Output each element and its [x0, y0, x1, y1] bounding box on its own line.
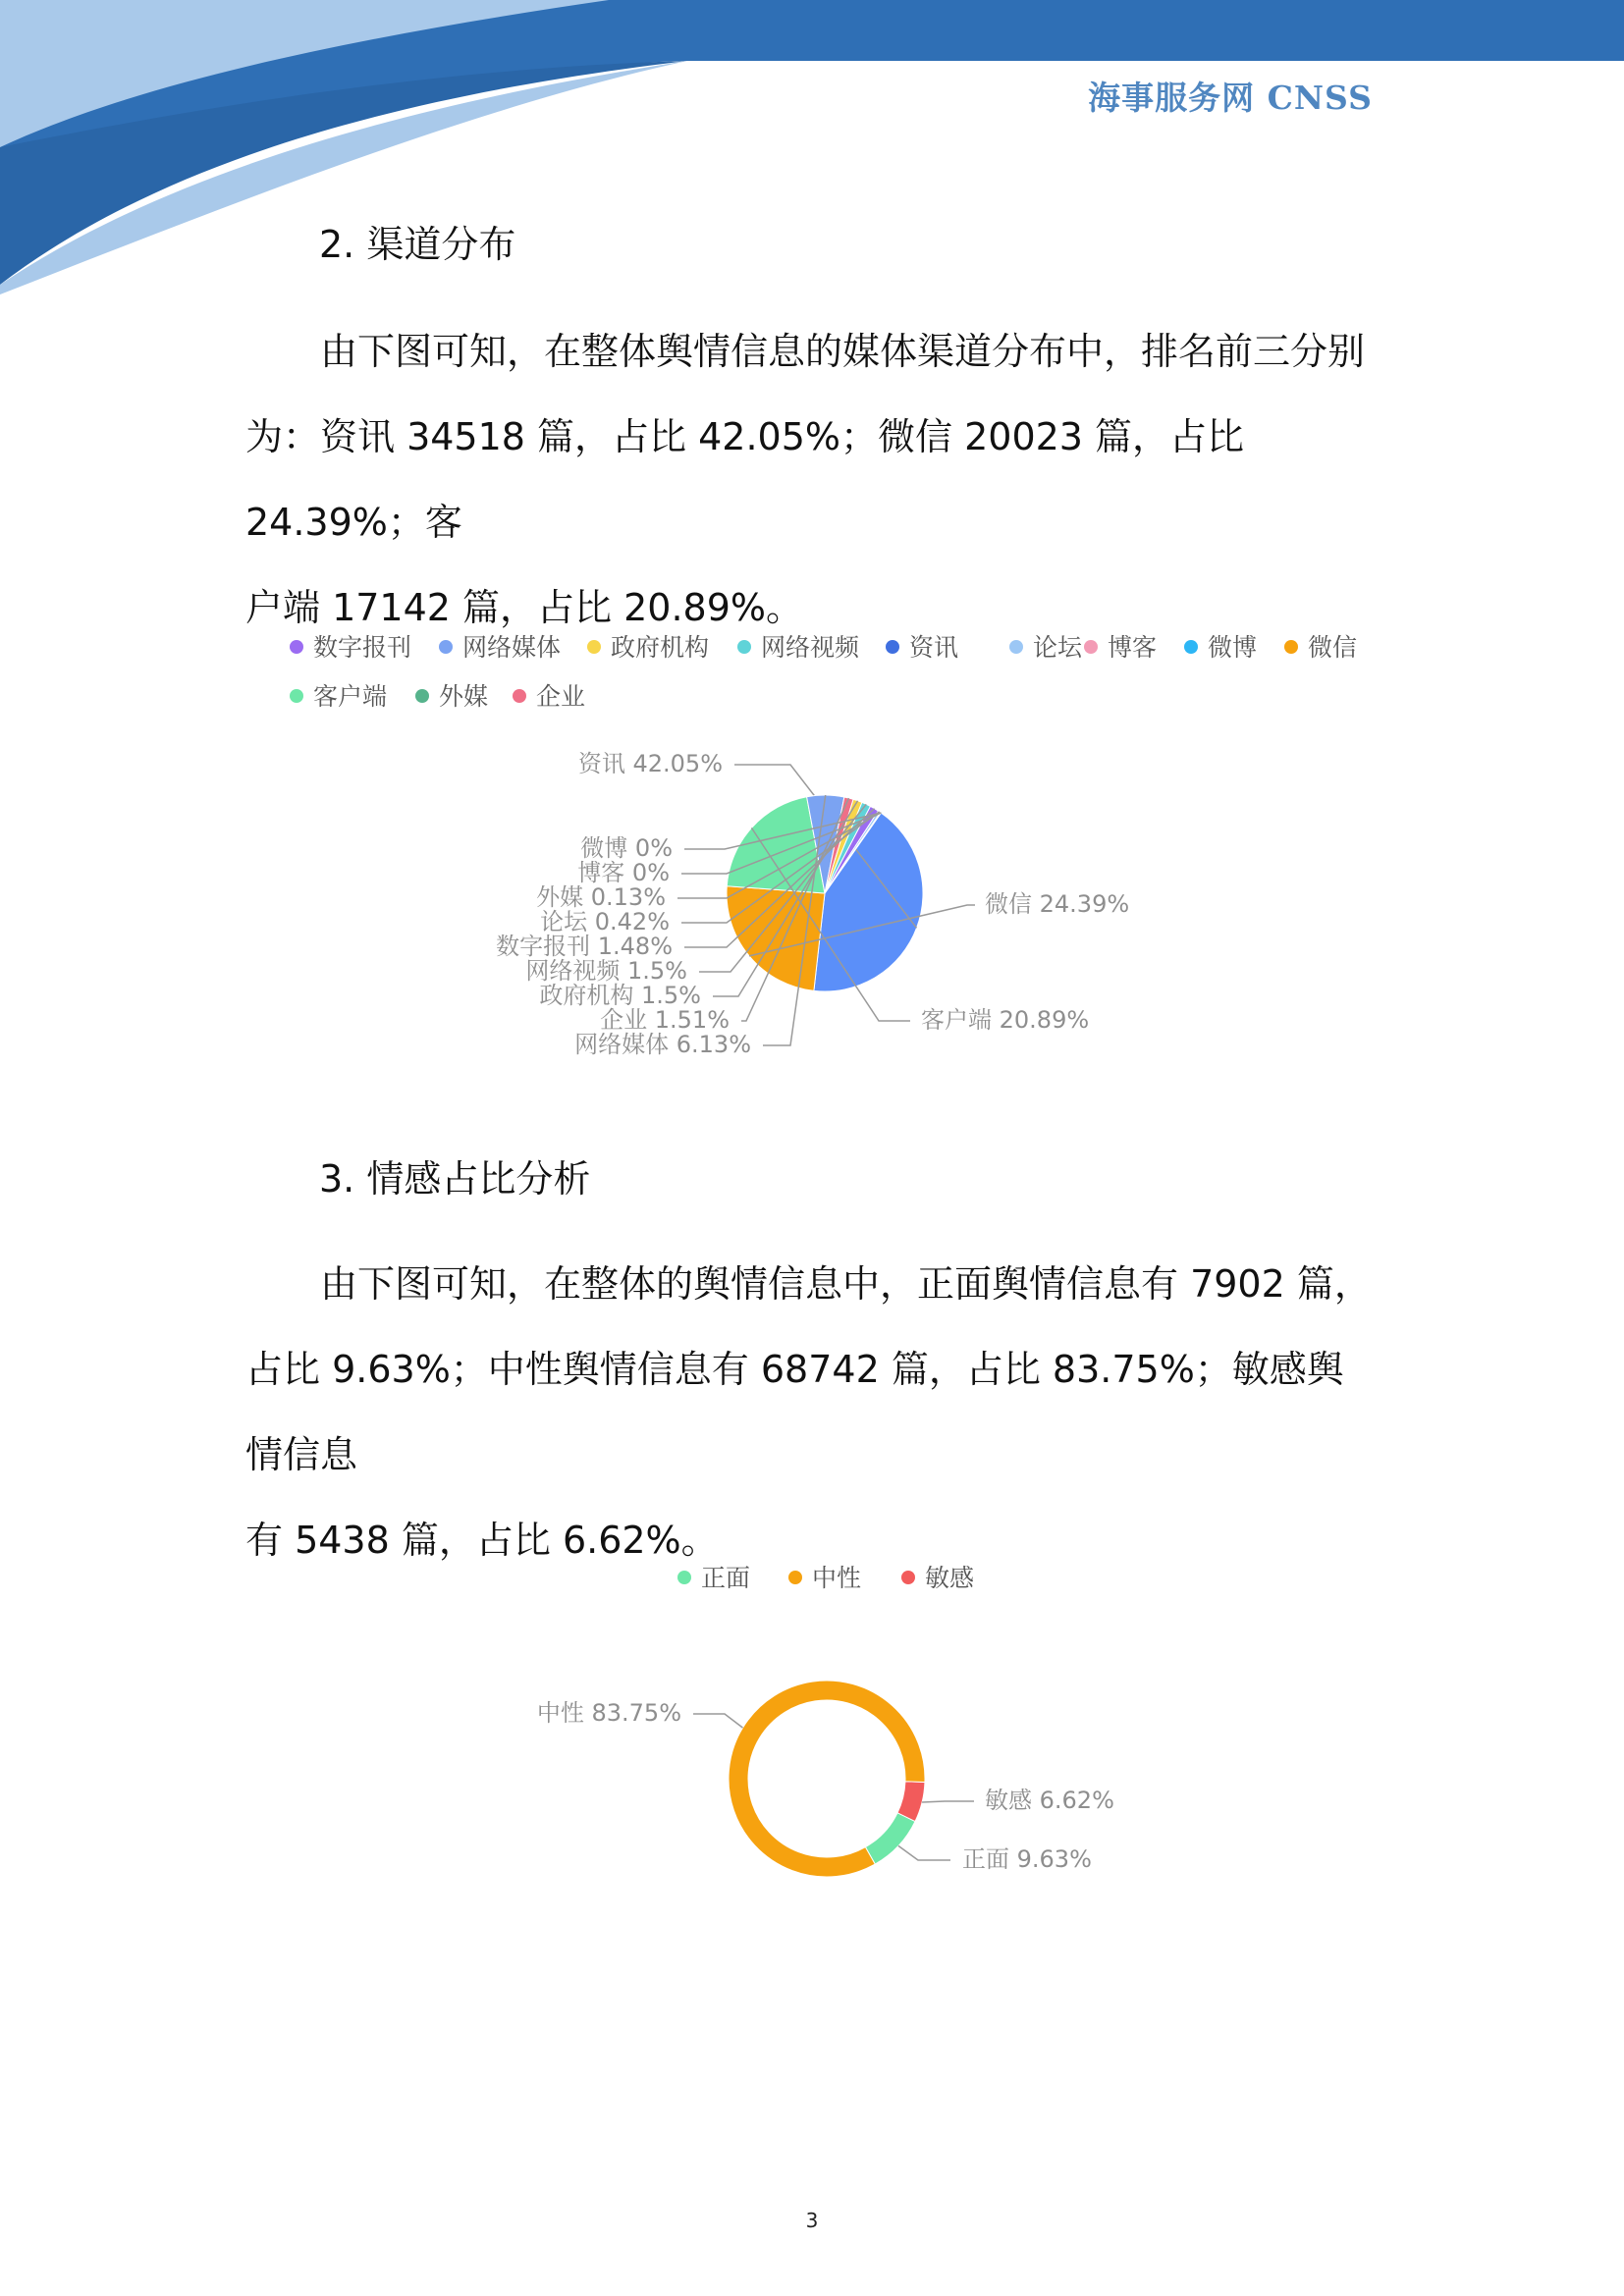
- header-wave-decoration: [0, 0, 1624, 304]
- legend-item[interactable]: [886, 628, 958, 664]
- section-title-sentiment: 3. 情感占比分析: [319, 1157, 591, 1201]
- legend-dot-icon: [290, 640, 303, 654]
- legend-label: 中性: [812, 1564, 862, 1592]
- slice-label: 微信 24.39%: [985, 890, 1130, 918]
- legend-label: 网络媒体: [462, 633, 562, 662]
- legend-label: 正面: [701, 1564, 751, 1592]
- legend-dot-icon: [415, 689, 429, 703]
- legend-dot-icon: [1284, 640, 1298, 654]
- paragraph-channel: [245, 309, 1380, 651]
- slice-label: 博客 0%: [577, 859, 670, 886]
- slice-label: 外媒 0.13%: [536, 883, 666, 911]
- sentiment-donut-chart: [0, 1639, 1624, 1953]
- slice-label: 资讯 42.05%: [577, 750, 723, 777]
- legend-dot-icon: [439, 640, 453, 654]
- paragraph-sentiment: [245, 1242, 1380, 1583]
- legend-label: 资讯: [909, 633, 959, 662]
- legend-item[interactable]: [901, 1559, 974, 1594]
- legend-dot-icon: [1009, 640, 1023, 654]
- legend-dot-icon: [677, 1571, 691, 1584]
- legend-dot-icon: [886, 640, 899, 654]
- legend-label: 网络视频: [761, 633, 860, 662]
- legend-item[interactable]: [1084, 628, 1157, 664]
- leader-line: [693, 1714, 743, 1728]
- legend-item[interactable]: [677, 1559, 750, 1594]
- slice-label: 数字报刊 1.48%: [496, 933, 673, 960]
- legend-label: 敏感: [925, 1564, 975, 1592]
- paragraph-line: 有 5438 篇，占比 6.62%。: [245, 1519, 719, 1562]
- legend-item[interactable]: [415, 677, 488, 713]
- donut-slice[interactable]: [865, 1813, 915, 1864]
- paragraph-line: 由下图可知，在整体舆情信息的媒体渠道分布中，排名前三分别: [320, 330, 1366, 373]
- legend-label: 论坛: [1033, 633, 1083, 662]
- legend-dot-icon: [788, 1571, 802, 1584]
- page-number: 3: [805, 2209, 819, 2232]
- slice-label: 网络视频 1.5%: [525, 957, 687, 985]
- legend-dot-icon: [1184, 640, 1198, 654]
- legend-label: 微信: [1308, 633, 1358, 662]
- slice-label: 客户端 20.89%: [921, 1006, 1090, 1034]
- legend-item[interactable]: [1009, 628, 1082, 664]
- slice-label: 微博 0%: [580, 834, 673, 862]
- legend-label: 客户端: [313, 682, 388, 711]
- paragraph-line: 户端 17142 篇，占比 20.89%。: [245, 586, 804, 629]
- legend-item[interactable]: [737, 628, 859, 664]
- legend-label: 企业: [536, 682, 586, 711]
- slice-label: 敏感 6.62%: [985, 1787, 1114, 1814]
- legend-label: 外媒: [439, 682, 489, 711]
- legend-dot-icon: [901, 1571, 915, 1584]
- legend-label: 微博: [1208, 633, 1258, 662]
- brand-logo-text: 海事服务网 CNSS: [1088, 79, 1373, 117]
- legend-item[interactable]: [1284, 628, 1357, 664]
- legend-label: 数字报刊: [313, 633, 412, 662]
- legend-item[interactable]: [513, 677, 585, 713]
- legend-item[interactable]: [587, 628, 709, 664]
- legend-item[interactable]: [788, 1559, 861, 1594]
- legend-item[interactable]: [1184, 628, 1257, 664]
- legend-dot-icon: [1084, 640, 1098, 654]
- paragraph-line: 为：资讯 34518 篇，占比 42.05%；微信 20023 篇，占比 24.39%；客: [245, 415, 1245, 544]
- paragraph-line: 占比 9.63%；中性舆情信息有 68742 篇，占比 83.75%；敏感舆情信息: [245, 1348, 1344, 1476]
- legend-dot-icon: [587, 640, 601, 654]
- leader-line: [922, 1801, 974, 1802]
- slice-label: 中性 83.75%: [536, 1699, 681, 1727]
- legend-item[interactable]: [439, 628, 561, 664]
- slice-label: 论坛 0.42%: [540, 908, 670, 935]
- leader-line: [898, 1845, 950, 1860]
- legend-dot-icon: [290, 689, 303, 703]
- slice-label: 企业 1.51%: [600, 1006, 730, 1034]
- slice-label: 正面 9.63%: [962, 1845, 1092, 1873]
- slice-label: 网络媒体 6.13%: [574, 1031, 751, 1058]
- legend-item[interactable]: [290, 628, 411, 664]
- legend-dot-icon: [737, 640, 751, 654]
- channel-pie-chart: [0, 736, 1624, 1188]
- legend-label: 政府机构: [611, 633, 710, 662]
- slice-label: 政府机构 1.5%: [539, 982, 701, 1009]
- legend-dot-icon: [513, 689, 526, 703]
- legend-item[interactable]: [290, 677, 387, 713]
- paragraph-line: 由下图可知，在整体的舆情信息中，正面舆情信息有 7902 篇，: [320, 1262, 1372, 1306]
- legend-label: 博客: [1108, 633, 1158, 662]
- section-title-channel: 2. 渠道分布: [319, 223, 516, 266]
